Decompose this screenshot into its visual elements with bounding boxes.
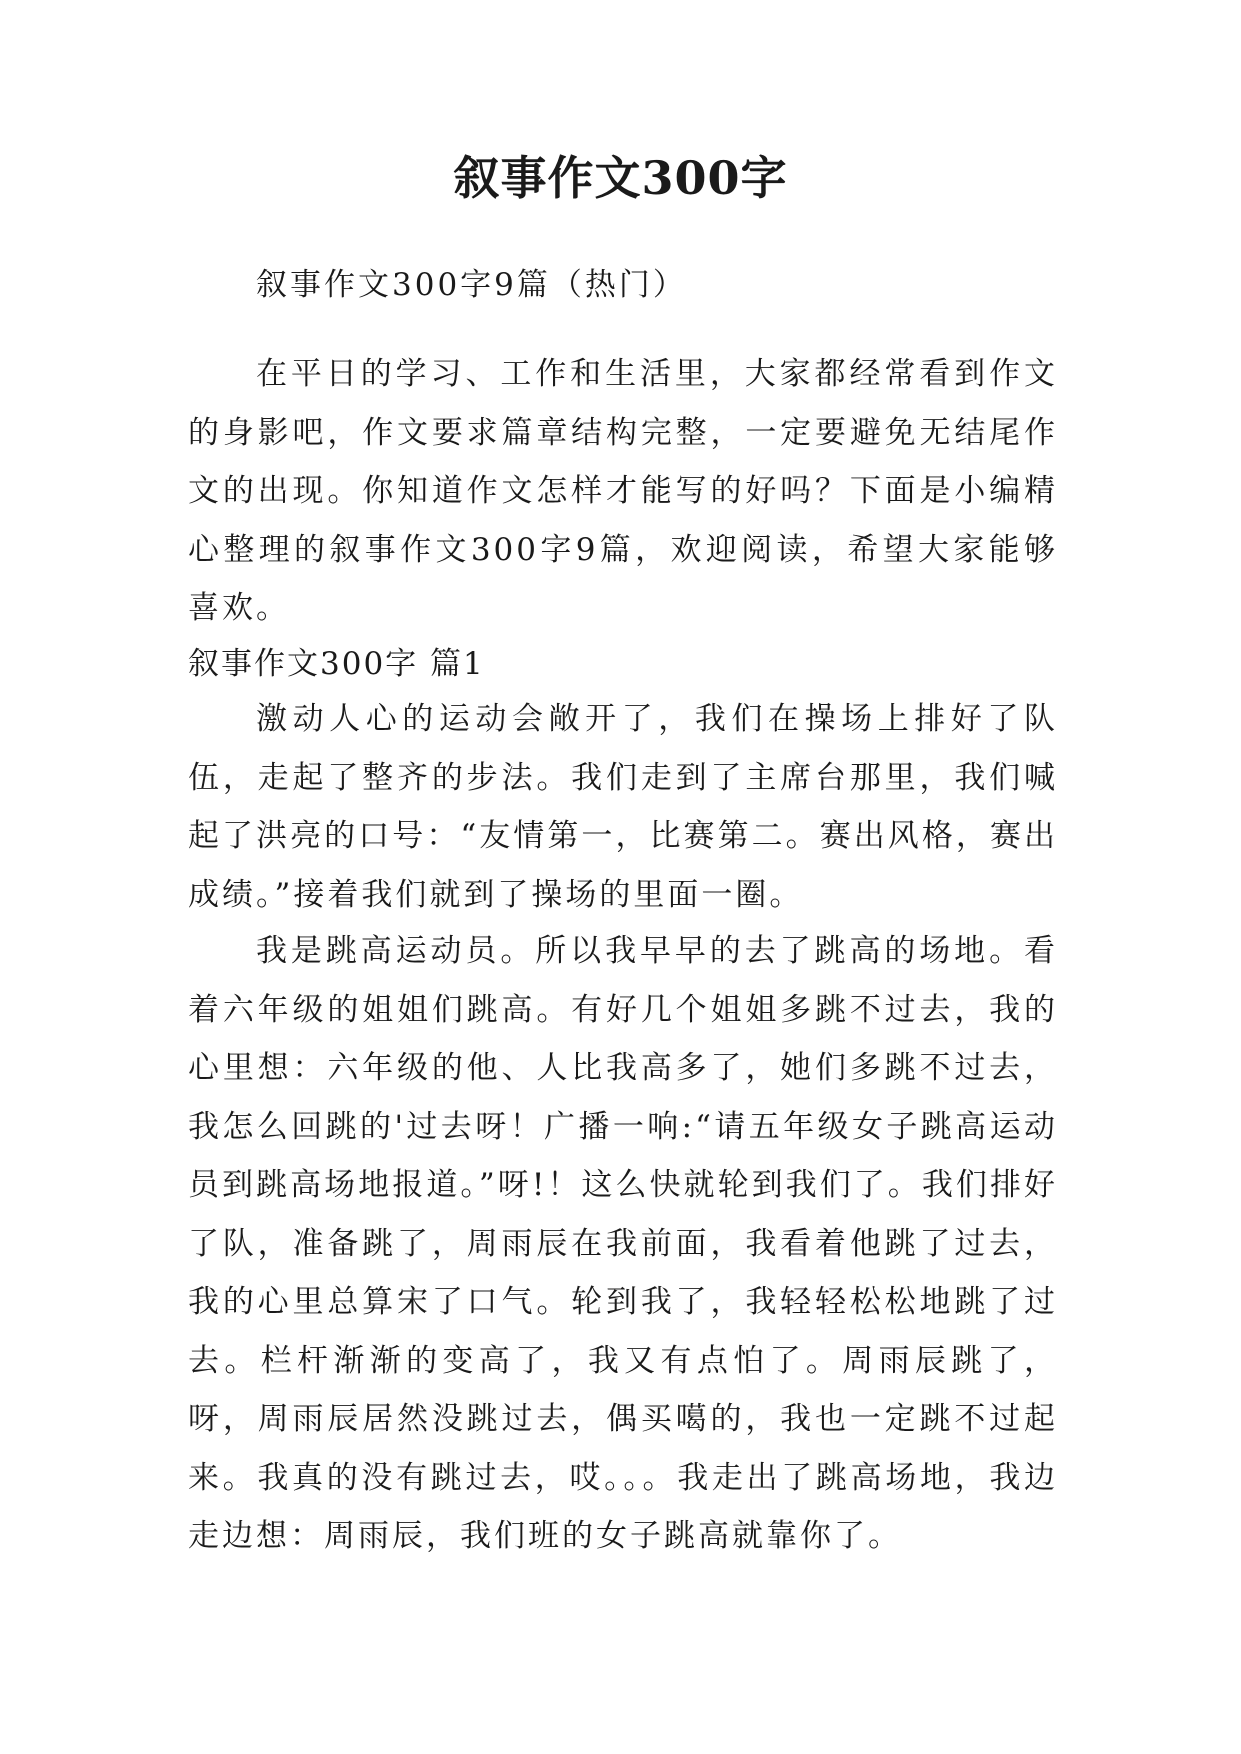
section-heading: 叙事作文300字 篇1 xyxy=(188,646,485,682)
section-paragraph: 激动人心的运动会敞开了，我们在操场上排好了队伍，走起了整齐的步法。我们走到了主席台那里，我们喊起了洪亮的口号：“友情第一，比赛第二。赛出风格，赛出成绩。”接着我们就到了操场的里面一圈。 xyxy=(188,701,1058,913)
section-paragraph: 我是跳高运动员。所以我早早的去了跳高的场地。看着六年级的姐姐们跳高。有好几个姐姐多跳不过去，我的心里想：六年级的他、人比我高多了，她们多跳不过去，我怎么回跳的'过去呀！广播一响:“请五年级女子跳高运动员到跳高场地报道。”呀!！这么快就轮到我们了。我们排好了队，准备跳了，周雨辰在我前面，我看着他跳了过去，我的心里总算宋了口气。轮到我了，我轻轻松松地跳了过去。栏杆渐渐的变高了，我又有点怕了。周雨辰跳了，呀，周雨辰居然没跳过去，偶买噶的，我也一定跳不过起来。我真的没有跳过去，哎。。。我走出了跳高场地，我边走边想：周雨辰，我们班的女子跳高就靠你了。 xyxy=(188,933,1058,1554)
document-title: 叙事作文300字 xyxy=(453,151,788,205)
intro-paragraph: 在平日的学习、工作和生活里，大家都经常看到作文的身影吧，作文要求篇章结构完整，一定要避免无结尾作文的出现。你知道作文怎样才能写的好吗？下面是小编精心整理的叙事作文300字9篇，欢迎阅读，希望大家能够喜欢。 xyxy=(188,356,1058,626)
document-subtitle: 叙事作文300字9篇（热门） xyxy=(256,267,687,303)
